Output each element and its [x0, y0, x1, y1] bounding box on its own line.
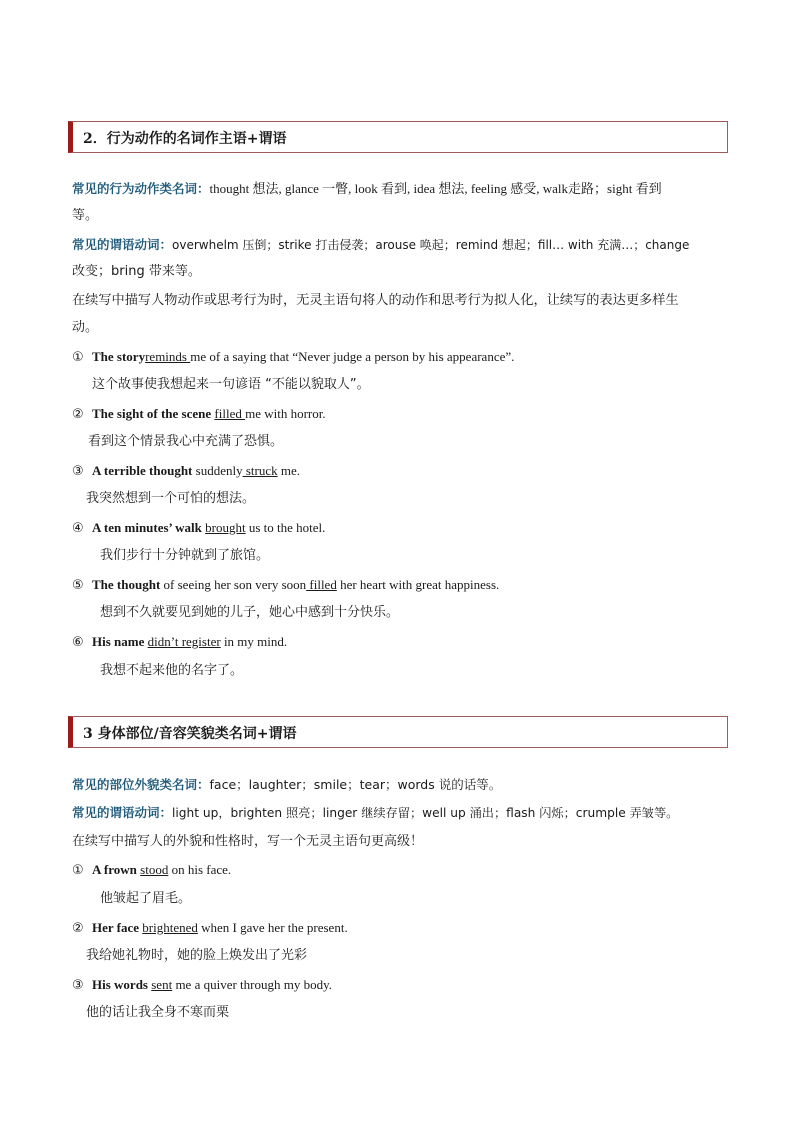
example-2-1-translation: 这个故事使我想起来一句谚语 “不能以貌取人”。 — [92, 377, 370, 392]
example-3-3-translation: 他的话让我全身不寒而栗 — [86, 1005, 230, 1020]
section-2-verbs-cont: 改变；bring 带来等。 — [72, 264, 201, 279]
example-verb: filled — [306, 577, 337, 592]
nouns-label: 常见的行为动作类名词： — [72, 181, 210, 196]
example-number: ③ — [72, 978, 84, 993]
example-subject: A terrible thought — [92, 463, 193, 478]
example-verb: reminds — [145, 349, 191, 364]
example-pre: of seeing her son very soon — [160, 577, 307, 592]
section-2-note-cont: 动。 — [72, 320, 99, 335]
nouns-label: 常见的部位外貌类名词： — [72, 777, 210, 792]
example-rest: me a quiver through my body. — [172, 977, 333, 992]
verbs-text: light up，brighten 照亮；linger 继续存留；well up 涌出；flash 闪烁；crumple 弄皱等。 — [172, 806, 679, 820]
example-verb: brought — [205, 520, 246, 535]
section-2-header — [68, 121, 728, 153]
section-3-note: 在续写中描写人的外貌和性格时，写一个无灵主语句更高级！ — [72, 834, 424, 849]
example-pre: suddenly — [192, 463, 243, 478]
example-subject: A frown — [92, 862, 137, 877]
example-subject: The thought — [92, 577, 161, 592]
example-number: ① — [72, 350, 84, 365]
example-2-6 — [72, 633, 287, 652]
section-2-nouns-line — [72, 180, 662, 198]
example-subject: His words — [92, 977, 148, 992]
verbs-text: overwhelm 压倒；strike 打击侵袭；arouse 唤起；remind 想起；fill… with 充满…；change — [172, 238, 690, 252]
example-rest: us to the hotel. — [245, 520, 326, 535]
example-verb: stood — [140, 862, 169, 877]
example-rest: when I gave her the present. — [197, 920, 348, 935]
section-3-title: 3 身体部位/音容笑貌类名词+谓语 — [83, 726, 297, 742]
example-rest: on his face. — [168, 862, 232, 877]
example-3-3 — [72, 976, 332, 995]
section-3-verbs-line — [72, 804, 678, 822]
example-verb: didn’t register — [147, 634, 221, 649]
example-number: ② — [72, 921, 84, 936]
example-3-1 — [72, 861, 231, 880]
example-number: ④ — [72, 521, 84, 536]
example-2-6-translation: 我想不起来他的名字了。 — [100, 663, 244, 678]
example-3-1-translation: 他皱起了眉毛。 — [100, 891, 192, 906]
example-2-4 — [72, 519, 325, 538]
example-2-3-translation: 我突然想到一个可怕的想法。 — [86, 491, 256, 506]
example-rest: me with horror. — [245, 406, 326, 421]
example-subject: The sight of the scene — [92, 406, 212, 421]
example-number: ① — [72, 863, 84, 878]
example-subject: The story — [92, 349, 146, 364]
example-number: ③ — [72, 464, 84, 479]
example-2-1 — [72, 348, 514, 367]
example-2-2-translation: 看到这个情景我心中充满了恐惧。 — [88, 434, 284, 449]
example-subject: Her face — [92, 920, 140, 935]
section-2-verbs-line — [72, 236, 689, 254]
example-verb: brightened — [142, 920, 198, 935]
section-2-title: 2．行为动作的名词作主语+谓语 — [83, 131, 287, 147]
example-3-2 — [72, 919, 348, 938]
example-3-2-translation: 我给她礼物时，她的脸上焕发出了光彩 — [86, 948, 308, 963]
nouns-text: thought 想法, glance 一瞥, look 看到, idea 想法, feeling 感受, walk走路；sight 看到 — [209, 181, 662, 196]
example-number: ② — [72, 407, 84, 422]
example-2-3 — [72, 462, 300, 481]
example-verb: struck — [242, 463, 278, 478]
example-2-2 — [72, 405, 326, 424]
section-3-nouns-line — [72, 776, 501, 794]
nouns-text: face；laughter；smile；tear；words 说的话等。 — [209, 777, 502, 792]
example-rest: me. — [277, 463, 301, 478]
example-number: ⑤ — [72, 578, 84, 593]
example-rest: in my mind. — [220, 634, 288, 649]
example-rest: me of a saying that “Never judge a person by his appearance”. — [190, 349, 515, 364]
example-2-4-translation: 我们步行十分钟就到了旅馆。 — [100, 548, 270, 563]
example-2-5-translation: 想到不久就要见到她的儿子，她心中感到十分快乐。 — [100, 605, 400, 620]
example-verb: sent — [151, 977, 173, 992]
example-subject: A ten minutes’ walk — [92, 520, 202, 535]
example-2-5 — [72, 576, 499, 595]
example-subject: His name — [92, 634, 145, 649]
example-number: ⑥ — [72, 635, 84, 650]
verbs-label: 常见的谓语动词： — [72, 237, 173, 252]
section-2-note: 在续写中描写人物动作或思考行为时，无灵主语句将人的动作和思考行为拟人化，让续写的表达更多样生 — [72, 293, 679, 308]
example-verb: filled — [214, 406, 246, 421]
verbs-label: 常见的谓语动词： — [72, 805, 173, 820]
section-3-header — [68, 716, 728, 748]
example-rest: her heart with great happiness. — [336, 577, 500, 592]
section-2-nouns-cont: 等。 — [72, 208, 99, 223]
